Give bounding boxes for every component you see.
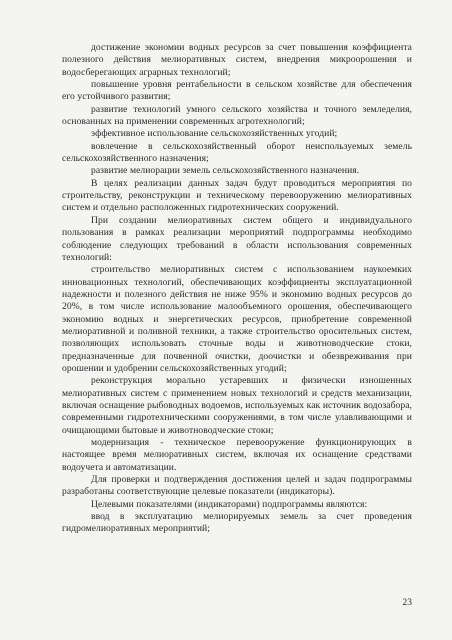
paragraph: реконструкция морально устаревших и физически изношенных мелиоративных систем с применением новых технологий и средств механизации, включая оснащение рыбоводных водоемов, используемых как источник водозабора, современными гидротехническими сооружениями, в том числе улавливающими и очищающими бытовые и животноводческие стоки;	[62, 375, 412, 436]
paragraph: В целях реализации данных задач будут проводиться мероприятия по строительству, реконструкции и техническому перевооружению мелиоративных систем и отдельно расположенных гидротехнических сооружений.	[62, 177, 412, 214]
paragraph: Для проверки и подтверждения достижения целей и задач подпрограммы разработаны соответствующие целевые показатели (индикаторы).	[62, 474, 412, 498]
paragraph: вовлечение в сельскохозяйственный оборот неиспользуемых земель сельскохозяйственного назначения;	[62, 140, 412, 165]
paragraph: развитие мелиорации земель сельскохозяйственного назначения.	[91, 165, 360, 177]
paragraph: Целевыми показателями (индикаторами) подпрограммы являются:	[91, 498, 368, 510]
paragraph: достижение экономии водных ресурсов за счет повышения коэффициента полезного действия мелиоративных систем, внедрения микроорошения и водосберегающих аграрных технологий;	[62, 42, 412, 78]
paragraph: ввод в эксплуатацию мелиорируемых земель за счет проведения гидромелиоративных мероприятий;	[62, 511, 412, 535]
body-text	[62, 42, 412, 536]
paragraph: модернизация - техническое перевооружение функционирующих в настоящее время мелиоративных систем, включая их оснащение средствами водоучета и автоматизации.	[62, 437, 412, 473]
paragraph: повышение уровня рентабельности в сельском хозяйстве для обеспечения его устойчивого развития;	[62, 79, 412, 103]
paragraph: эффективное использование сельскохозяйственных угодий;	[91, 128, 338, 140]
paragraph: строительство мелиоративных систем с использованием наукоемких инновационных технологий, обеспечивающих коэффициенты эксплуатационной надежности и полезного действия не ниже 95% и экономию водных ресурсов до 20%, в том числе использование малообъемного орошения, обеспечивающего экономию водных и энергетических ресурсов, приобретение современной мелиоративной и поливной техники, а также строительство оросительных систем, позволяющих использовать сточные воды и животноводческие стоки, предназначенные для почвенной очистки, доочистки и обезвреживания при орошении и удобрении сельскохозяйственных угодий;	[62, 264, 412, 374]
page-number: 23	[402, 597, 412, 608]
paragraph: развитие технологий умного сельского хозяйства и точного земледелия, основанных на применении современных агротехнологий;	[62, 103, 412, 128]
paragraph: При создании мелиоративных систем общего и индивидуального пользования в рамках реализации мероприятий подпрограммы необходимо соблюдение следующих требований в области использования современных технологий:	[62, 214, 412, 263]
